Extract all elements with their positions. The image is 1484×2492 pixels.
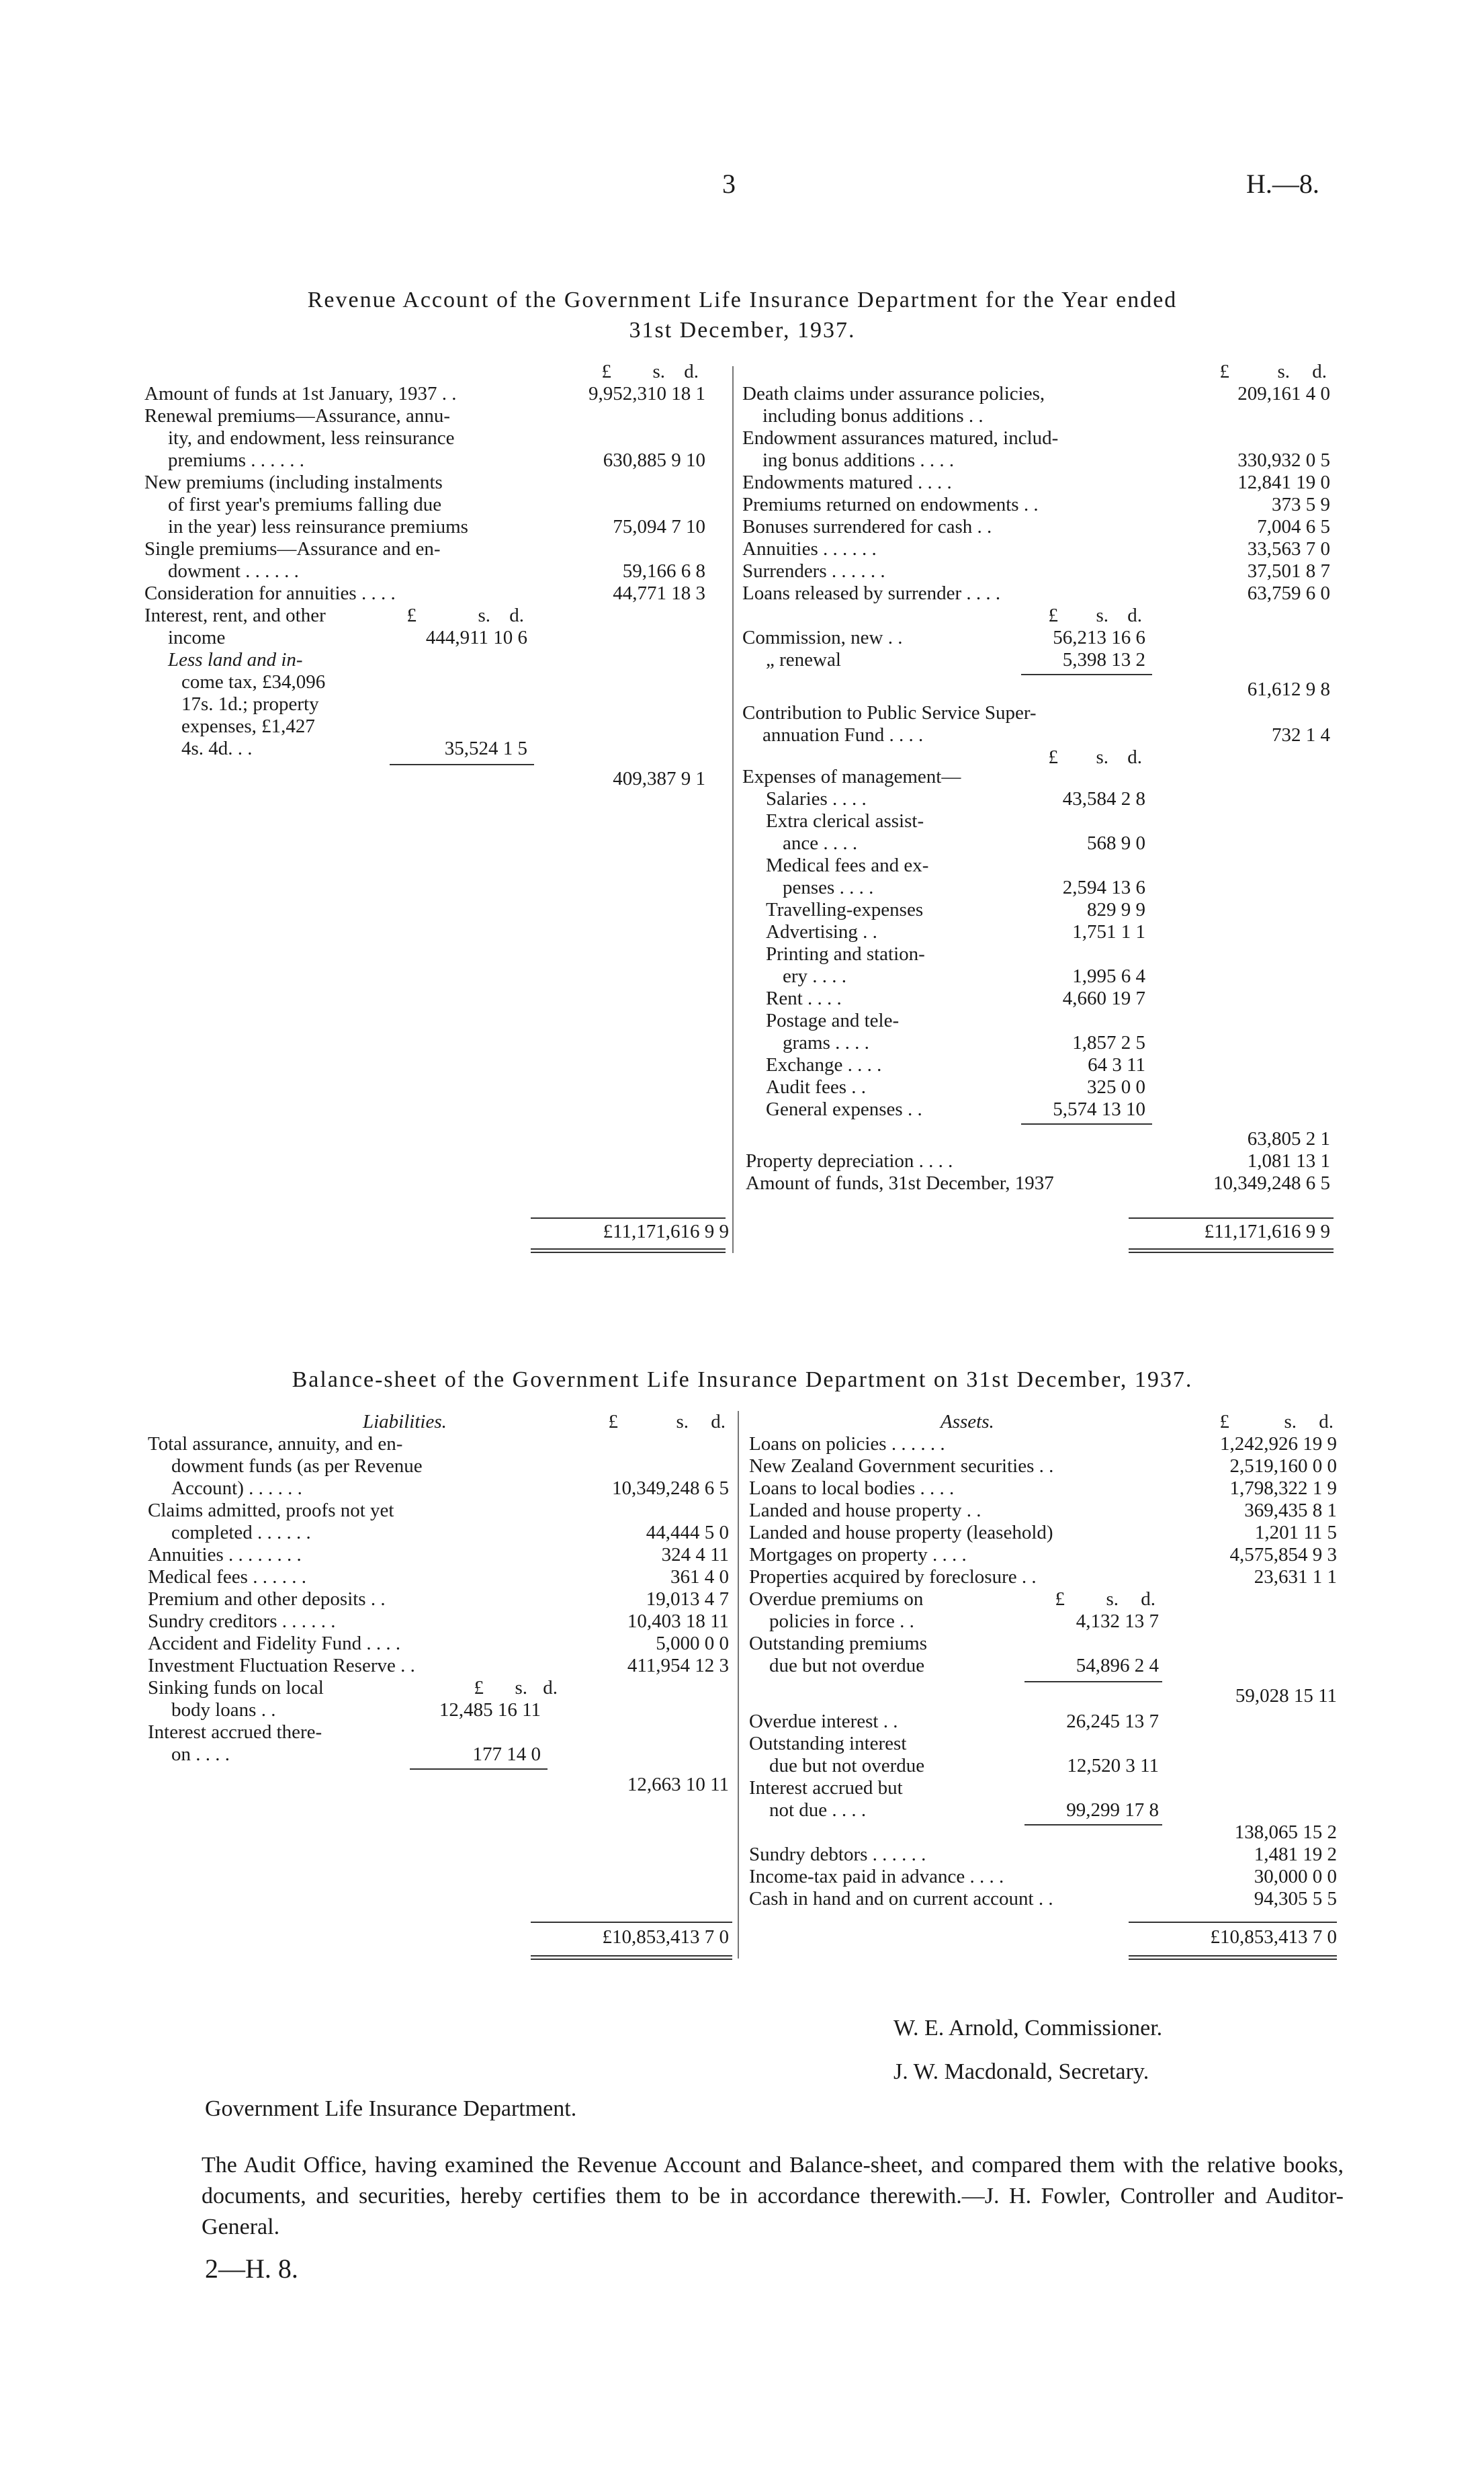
expense-amount: 829 9 9 (1087, 899, 1145, 920)
rev-right-line: Endowments matured . . . . (742, 472, 952, 493)
expense-amount: 1,751 1 1 (1072, 921, 1145, 943)
asset-amount: 1,798,322 1 9 (1229, 1477, 1337, 1499)
sub-unit-pence: d. (509, 605, 524, 626)
liab-line: on . . . . (171, 1744, 230, 1765)
asset-amount: 369,435 8 1 (1244, 1500, 1337, 1521)
asset-line: Outstanding premiums (749, 1633, 928, 1654)
rev-right-amount: 10,349,248 6 5 (1213, 1172, 1330, 1194)
rev-right-line: grams . . . . (783, 1032, 869, 1054)
rev-left-line: 4s. 4d. . . (181, 738, 253, 759)
premium-outstanding-amount: 54,896 2 4 (1076, 1655, 1159, 1676)
interest-overdue-amount: 26,245 13 7 (1066, 1711, 1159, 1732)
asset-amount: 30,000 0 0 (1254, 1866, 1337, 1887)
rev-right-line: Expenses of management— (742, 766, 961, 787)
liab-amount: 10,403 18 11 (627, 1610, 729, 1632)
revenue-title-line2: 31st December, 1937. (629, 318, 856, 343)
rev-left-line: Single premiums—Assurance and en- (144, 538, 441, 560)
rev-right-amount: 732 1 4 (1272, 724, 1330, 746)
sub-unit-shillings: s. (1096, 605, 1108, 626)
sub-unit-pence: d. (1127, 746, 1142, 768)
rev-right-line: Commission, new . . (742, 627, 903, 648)
asset-amount: 94,305 5 5 (1254, 1888, 1337, 1909)
liab-line: Sinking funds on local (148, 1677, 324, 1699)
total-rule (531, 1922, 732, 1923)
unit-pounds: £ (1219, 361, 1229, 382)
asset-line: Landed and house property . . (749, 1500, 981, 1521)
asset-amount: 59,028 15 11 (1235, 1685, 1337, 1707)
sub-rule (410, 1768, 548, 1770)
liab-line: Medical fees . . . . . . (148, 1566, 306, 1588)
rev-left-line: Consideration for annuities . . . . (144, 583, 396, 604)
asset-line: Loans to local bodies . . . . (749, 1477, 955, 1499)
total-double-rule (1129, 1955, 1337, 1960)
assets-total: £10,853,413 7 0 (1210, 1926, 1337, 1948)
revenue-right-total: £11,171,616 9 9 (1204, 1221, 1330, 1242)
asset-line: Overdue interest . . (749, 1711, 898, 1732)
rev-right-line: Audit fees . . (766, 1076, 866, 1098)
department-name: Government Life Insurance Department. (205, 2096, 577, 2121)
rev-right-line: Printing and station- (766, 943, 925, 965)
total-double-rule (531, 1248, 726, 1253)
liab-line: Claims admitted, proofs not yet (148, 1500, 394, 1521)
sub-unit-shillings: s. (478, 605, 490, 626)
unit-pence: d. (1319, 1411, 1334, 1432)
asset-line: Income-tax paid in advance . . . . (749, 1866, 1004, 1887)
rev-right-amount: 209,161 4 0 (1237, 383, 1330, 404)
revenue-title-line1: Revenue Account of the Government Life Insurance Department for the Year ended (307, 288, 1178, 312)
liab-amount: 10,349,248 6 5 (612, 1477, 729, 1499)
total-double-rule (1129, 1248, 1334, 1253)
rev-left-line: Less land and in- (168, 649, 303, 671)
footer-ref: 2—H. 8. (205, 2253, 298, 2284)
total-double-rule (531, 1955, 732, 1960)
liab-line: Account) . . . . . . (171, 1477, 302, 1499)
interest-accrued-amount: 99,299 17 8 (1066, 1799, 1159, 1821)
commission-new-amount: 56,213 16 6 (1053, 627, 1145, 648)
sub-rule (1021, 1123, 1152, 1125)
sub-rule (390, 764, 534, 765)
asset-line: Landed and house property (leasehold) (749, 1522, 1053, 1543)
premium-overdue-amount: 4,132 13 7 (1076, 1610, 1159, 1632)
unit-shillings: s. (652, 361, 665, 382)
rev-left-line: Interest, rent, and other (144, 605, 326, 626)
liab-line: Total assurance, annuity, and en- (148, 1433, 403, 1455)
expense-amount: 1,995 6 4 (1072, 965, 1145, 987)
unit-pounds: £ (608, 1411, 618, 1432)
rev-left-amount: 44,771 18 3 (613, 583, 705, 604)
rev-right-amount: 63,805 2 1 (1247, 1128, 1330, 1150)
balance-title: Balance-sheet of the Government Life Insurance Department on 31st December, 1937. (292, 1367, 1193, 1392)
asset-line: policies in force . . (769, 1610, 914, 1632)
sub-unit-shillings: s. (1096, 746, 1108, 768)
signature-commissioner: W. E. Arnold, Commissioner. (893, 2016, 1163, 2040)
sinking-body-loans-amount: 12,485 16 11 (439, 1699, 541, 1721)
liab-line: completed . . . . . . (171, 1522, 311, 1543)
sub-unit-shillings: s. (1106, 1588, 1119, 1610)
rev-left-amount: 9,952,310 18 1 (588, 383, 705, 404)
rev-right-line: Travelling-expenses (766, 899, 924, 920)
sub-unit-shillings: s. (515, 1677, 527, 1699)
asset-line: Interest accrued but (749, 1777, 903, 1799)
page-number: 3 (722, 169, 736, 199)
expense-amount: 4,660 19 7 (1062, 988, 1145, 1009)
sub-unit-pence: d. (543, 1677, 558, 1699)
rev-left-line: New premiums (including instalments (144, 472, 443, 493)
rev-right-amount: 373 5 9 (1272, 494, 1330, 515)
rev-right-line: Postage and tele- (766, 1010, 900, 1031)
liabilities-heading: Liabilities. (363, 1411, 447, 1432)
column-divider (732, 366, 734, 1253)
sub-rule (1021, 674, 1152, 675)
rev-left-line: of first year's premiums falling due (168, 494, 442, 515)
rev-right-line: General expenses . . (766, 1099, 922, 1120)
rev-right-line: penses . . . . (783, 877, 874, 898)
unit-pence: d. (1312, 361, 1327, 382)
rev-right-line: Salaries . . . . (766, 788, 867, 810)
revenue-left-total: £11,171,616 9 9 (603, 1221, 729, 1242)
rev-right-line: Property depreciation . . . . (746, 1150, 953, 1172)
rev-right-line: Advertising . . (766, 921, 877, 943)
rev-right-amount: 7,004 6 5 (1257, 516, 1330, 538)
rev-right-amount: 330,932 0 5 (1237, 449, 1330, 471)
rev-right-line: annuation Fund . . . . (762, 724, 924, 746)
rev-left-line: Amount of funds at 1st January, 1937 . . (144, 383, 457, 404)
audit-certificate: The Audit Office, having examined the Revenue Account and Balance-sheet, and compared them with the relative books, documents, and securities, hereby certifies them to be in accordance therewith.—J. H. Fowler, Controller and Auditor-General. (202, 2153, 1344, 2239)
rev-right-amount: 33,563 7 0 (1247, 538, 1330, 560)
rev-right-line: ance . . . . (783, 832, 858, 854)
rev-right-line: „ renewal (766, 649, 841, 671)
rev-left-line: income (168, 627, 226, 648)
liab-line: Interest accrued there- (148, 1721, 322, 1743)
expense-amount: 43,584 2 8 (1062, 788, 1145, 810)
liab-amount: 324 4 11 (661, 1544, 729, 1565)
rev-right-amount: 61,612 9 8 (1247, 679, 1330, 700)
unit-pence: d. (711, 1411, 726, 1432)
asset-amount: 2,519,160 0 0 (1229, 1455, 1337, 1477)
rev-right-line: Amount of funds, 31st December, 1937 (746, 1172, 1054, 1194)
asset-line: Properties acquired by foreclosure . . (749, 1566, 1037, 1588)
rev-right-line: ery . . . . (783, 965, 847, 987)
unit-pence: d. (684, 361, 699, 382)
rev-right-line: Loans released by surrender . . . . (742, 583, 1001, 604)
asset-line: not due . . . . (769, 1799, 867, 1821)
rev-right-line: including bonus additions . . (762, 405, 984, 427)
asset-amount: 1,242,926 19 9 (1220, 1433, 1337, 1455)
document-ref: H.—8. (1246, 169, 1319, 199)
liab-line: dowment funds (as per Revenue (171, 1455, 423, 1477)
expense-amount: 64 3 11 (1088, 1054, 1145, 1076)
rev-right-line: Surrenders . . . . . . (742, 560, 885, 582)
rev-left-line: in the year) less reinsurance premiums (168, 516, 468, 538)
rev-right-line: Medical fees and ex- (766, 855, 929, 876)
asset-amount: 23,631 1 1 (1254, 1566, 1337, 1588)
expense-amount: 325 0 0 (1087, 1076, 1145, 1098)
asset-amount: 138,065 15 2 (1234, 1821, 1337, 1843)
asset-amount: 1,481 19 2 (1254, 1844, 1337, 1865)
rev-left-amount: 59,166 6 8 (622, 560, 705, 582)
asset-line: Sundry debtors . . . . . . (749, 1844, 926, 1865)
column-divider (738, 1411, 739, 1959)
rev-right-line: Rent . . . . (766, 988, 842, 1009)
asset-amount: 4,575,854 9 3 (1229, 1544, 1337, 1565)
asset-line: New Zealand Government securities . . (749, 1455, 1054, 1477)
rev-left-line: 17s. 1d.; property (181, 693, 319, 715)
sub-unit-pounds: £ (406, 605, 417, 626)
sub-unit-pence: d. (1141, 1588, 1155, 1610)
liab-amount: 19,013 4 7 (646, 1588, 729, 1610)
asset-line: Loans on policies . . . . . . (749, 1433, 945, 1455)
asset-line: Outstanding interest (749, 1733, 907, 1754)
sub-unit-pounds: £ (474, 1677, 484, 1699)
liab-amount: 361 4 0 (670, 1566, 729, 1588)
rev-right-line: Contribution to Public Service Super- (742, 702, 1037, 724)
rev-right-line: Premiums returned on endowments . . (742, 494, 1039, 515)
rev-right-amount: 37,501 8 7 (1247, 560, 1330, 582)
rev-right-line: Exchange . . . . (766, 1054, 882, 1076)
commission-renewal-amount: 5,398 13 2 (1062, 649, 1145, 671)
signature-secretary: J. W. Macdonald, Secretary. (893, 2059, 1149, 2084)
expense-amount: 1,857 2 5 (1072, 1032, 1145, 1054)
sub-unit-pounds: £ (1055, 1588, 1065, 1610)
liabilities-total: £10,853,413 7 0 (602, 1926, 729, 1948)
sub-unit-pounds: £ (1048, 605, 1058, 626)
liab-amount: 44,444 5 0 (646, 1522, 729, 1543)
sub-unit-pence: d. (1127, 605, 1142, 626)
rev-left-line: dowment . . . . . . (168, 560, 299, 582)
rev-right-amount: 1,081 13 1 (1247, 1150, 1330, 1172)
liab-line: Premium and other deposits . . (148, 1588, 386, 1610)
expense-amount: 5,574 13 10 (1053, 1099, 1145, 1120)
rev-left-line: come tax, £34,096 (181, 671, 326, 693)
liab-line: body loans . . (171, 1699, 276, 1721)
sub-rule (1024, 1681, 1162, 1682)
rev-left-line: Renewal premiums—Assurance, annu- (144, 405, 451, 427)
unit-pounds: £ (601, 361, 611, 382)
asset-line: Overdue premiums on (749, 1588, 924, 1610)
unit-shillings: s. (1284, 1411, 1297, 1432)
unit-pounds: £ (1219, 1411, 1229, 1432)
liab-line: Annuities . . . . . . . . (148, 1544, 302, 1565)
unit-shillings: s. (676, 1411, 689, 1432)
total-rule (1129, 1217, 1334, 1219)
liab-line: Accident and Fidelity Fund . . . . (148, 1633, 401, 1654)
rev-right-line: Annuities . . . . . . (742, 538, 877, 560)
asset-line: Cash in hand and on current account . . (749, 1888, 1053, 1909)
liab-amount: 5,000 0 0 (656, 1633, 729, 1654)
total-rule (1129, 1922, 1337, 1923)
rev-left-amount: 630,885 9 10 (603, 449, 705, 471)
rev-right-amount: 12,841 19 0 (1237, 472, 1330, 493)
rev-right-line: Endowment assurances matured, includ- (742, 427, 1059, 449)
total-rule (531, 1217, 726, 1219)
rev-right-line: Extra clerical assist- (766, 810, 924, 832)
rev-left-line: premiums . . . . . . (168, 449, 304, 471)
sub-unit-pounds: £ (1048, 746, 1058, 768)
rev-right-amount: 63,759 6 0 (1247, 583, 1330, 604)
interest-income-amount: 444,911 10 6 (425, 627, 527, 648)
rev-right-line: Bonuses surrendered for cash . . (742, 516, 992, 538)
assets-heading: Assets. (941, 1411, 994, 1432)
asset-line: Mortgages on property . . . . (749, 1544, 967, 1565)
rev-left-amount: 409,387 9 1 (613, 768, 705, 789)
interest-outstanding-amount: 12,520 3 11 (1067, 1755, 1159, 1776)
asset-line: due but not overdue (769, 1755, 925, 1776)
liab-line: Investment Fluctuation Reserve . . (148, 1655, 415, 1676)
asset-amount: 1,201 11 5 (1254, 1522, 1337, 1543)
rev-left-line: ity, and endowment, less reinsurance (168, 427, 455, 449)
rev-right-line: Death claims under assurance policies, (742, 383, 1045, 404)
liab-amount: 411,954 12 3 (627, 1655, 729, 1676)
liab-line: Sundry creditors . . . . . . (148, 1610, 336, 1632)
rev-left-amount: 75,094 7 10 (613, 516, 705, 538)
rev-right-line: ing bonus additions . . . . (762, 449, 955, 471)
sinking-interest-amount: 177 14 0 (472, 1744, 541, 1765)
rev-left-line: expenses, £1,427 (181, 716, 315, 737)
expense-amount: 2,594 13 6 (1062, 877, 1145, 898)
interest-less-amount: 35,524 1 5 (444, 738, 527, 759)
liab-amount: 12,663 10 11 (627, 1774, 729, 1795)
unit-shillings: s. (1277, 361, 1290, 382)
asset-line: due but not overdue (769, 1655, 925, 1676)
expense-amount: 568 9 0 (1087, 832, 1145, 854)
